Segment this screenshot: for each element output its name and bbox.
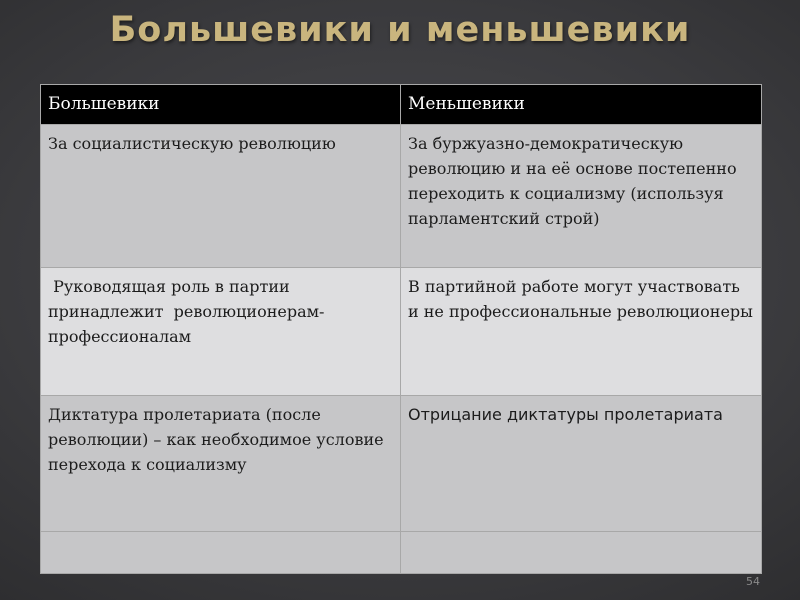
cell-mensheviks: За буржуазно-демократическую революцию и на её основе постепенно переходить к социализму (используя парламентский строй) [401,125,762,268]
table-row [41,268,762,396]
slide-title: Большевики и меньшевики [109,10,691,50]
cell-mensheviks: Отрицание диктатуры пролетариата [401,396,762,532]
header-mensheviks: Меньшевики [401,85,762,125]
page-number: 54 [746,575,760,588]
cell-mensheviks: В партийной работе могут участвовать и не профессиональные революционеры [401,268,762,396]
header-bolsheviks: Большевики [41,85,401,125]
cell-bolsheviks: Руководящая роль в партии принадлежит революционерам-профессионалам [41,268,401,396]
table-row [41,125,762,268]
cell-bolsheviks: За социалистическую революцию [41,125,401,268]
comparison-table [40,84,762,574]
cell-bolsheviks: Диктатура пролетариата (после революции) – как необходимое условие перехода к социализму [41,396,401,532]
cell-mensheviks [401,532,762,574]
table-header-row [41,85,762,125]
cell-bolsheviks [41,532,401,574]
table-row [41,532,762,574]
table-row [41,396,762,532]
